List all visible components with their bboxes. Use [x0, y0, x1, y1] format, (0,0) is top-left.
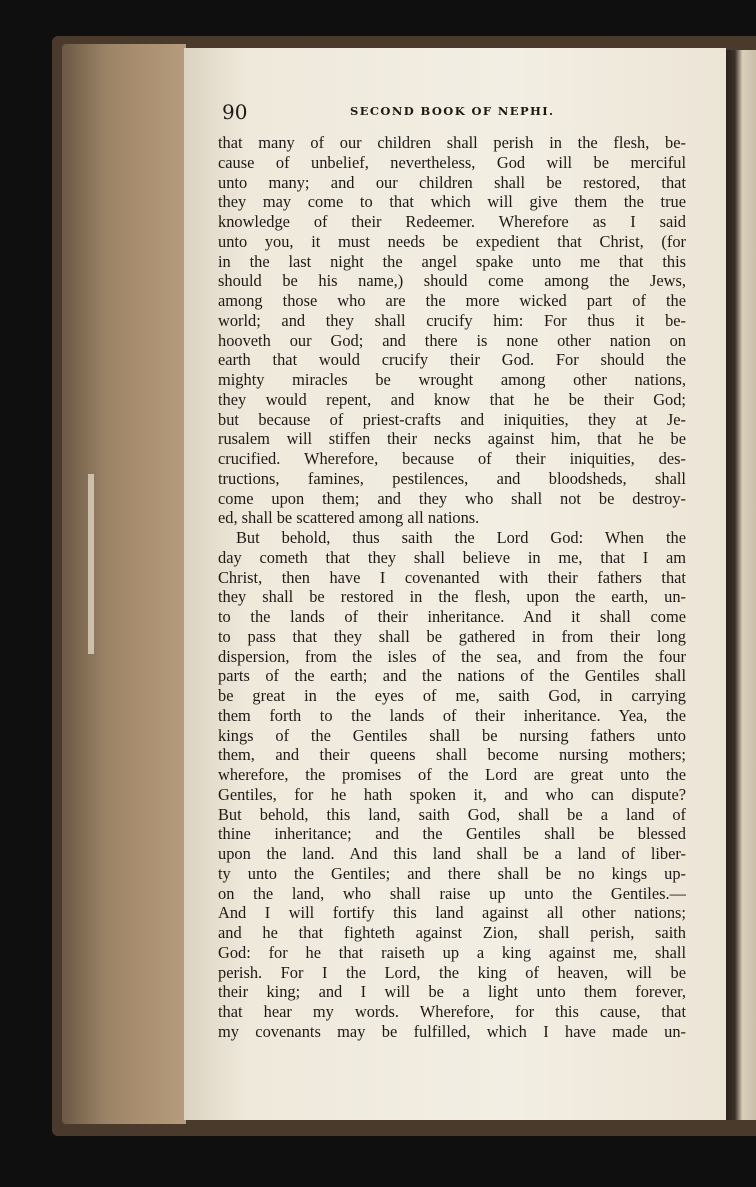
text-line: kings of the Gentiles shall be nursing fathers unto [218, 725, 686, 745]
text-line: world; and they shall crucify him: For thus it be- [218, 310, 686, 330]
text-line: Christ, then have I covenanted with their fathers that [218, 567, 686, 587]
text-line: cause of unbelief, nevertheless, God will be merciful [218, 152, 686, 172]
text-line: earth that would crucify their God. For should the [218, 350, 686, 370]
text-line: parts of the earth; and the nations of the Gentiles shall [218, 666, 686, 686]
text-line: they would repent, and know that he be their God; [218, 389, 686, 409]
text-line: crucified. Wherefore, because of their iniquities, des- [218, 449, 686, 468]
running-title: SECOND BOOK OF NEPHI. [350, 104, 555, 118]
text-line: Gentiles, for he hath spoken it, and who can dispute? [218, 784, 686, 804]
text-line: knowledge of their Redeemer. Wherefore as I said [218, 212, 686, 231]
text-line: ty unto the Gentiles; and there shall be no kings up- [218, 863, 686, 883]
text-line: their king; and I will be a light unto them forever, [218, 982, 686, 1002]
facing-page-edge [726, 50, 756, 1120]
text-line: to pass that they shall be gathered in from their long [218, 626, 686, 646]
text-line: unto you, it must needs be expedient that Christ, (for [218, 231, 686, 251]
text-line: that hear my words. Wherefore, for this cause, that [218, 1002, 686, 1021]
text-line: to the lands of their inheritance. And it shall come [218, 607, 686, 626]
text-column [218, 133, 686, 1042]
text-line: that many of our children shall perish in the flesh, be- [218, 133, 686, 152]
text-line: they may come to that which will give them the true [218, 192, 686, 212]
text-line: mighty miracles be wrought among other nations, [218, 370, 686, 389]
text-line: be great in the eyes of me, saith God, in carrying [218, 686, 686, 705]
text-line: in the last night the angel spake unto me that this [218, 251, 686, 271]
text-line: But behold, this land, saith God, shall be a land of [218, 804, 686, 824]
text-line: perish. For I the Lord, the king of heaven, will be [218, 962, 686, 982]
paragraph-end-line: ed, shall be scattered among all nations. [218, 508, 480, 528]
text-line: upon the land. And this land shall be a land of liber- [218, 844, 686, 863]
text-line: tructions, famines, pestilences, and bloodsheds, shall [218, 468, 686, 488]
text-line: they shall be restored in the flesh, upon the earth, un- [218, 587, 686, 607]
paragraph-start-line: But behold, thus saith the Lord God: When the [236, 528, 686, 547]
text-line: God: for he that raiseth up a king against me, shall [218, 942, 686, 962]
text-line: my covenants may be fulfilled, which I have made un- [218, 1021, 686, 1041]
text-line: but because of priest-crafts and iniquities, they at Je- [218, 409, 686, 429]
text-line: day cometh that they shall believe in me, that I am [218, 547, 686, 567]
text-line: among those who are the more wicked part of the [218, 291, 686, 310]
text-line: hooveth our God; and there is none other nation on [218, 330, 686, 350]
text-line: rusalem will stiffen their necks against him, that he be [218, 429, 686, 449]
text-line: them, and their queens shall become nursing mothers; [218, 745, 686, 765]
page-number: 90 [222, 100, 248, 124]
text-line: wherefore, the promises of the Lord are great unto the [218, 765, 686, 784]
text-line: them forth to the lands of their inheritance. Yea, the [218, 705, 686, 725]
text-line: dispersion, from the isles of the sea, and from the four [218, 646, 686, 666]
text-line: come upon them; and they who shall not be destroy- [218, 488, 686, 508]
page-edges [62, 44, 186, 1124]
text-line: should be his name,) should come among the Jews, [218, 271, 686, 291]
text-line: on the land, who shall raise up unto the Gentiles.— [218, 883, 686, 903]
text-line: thine inheritance; and the Gentiles shall be blessed [218, 824, 686, 844]
text-line: unto many; and our children shall be restored, that [218, 172, 686, 192]
text-line: and he that fighteth against Zion, shall perish, saith [218, 923, 686, 942]
running-head [222, 100, 686, 124]
text-line: And I will fortify this land against all other nations; [218, 903, 686, 923]
